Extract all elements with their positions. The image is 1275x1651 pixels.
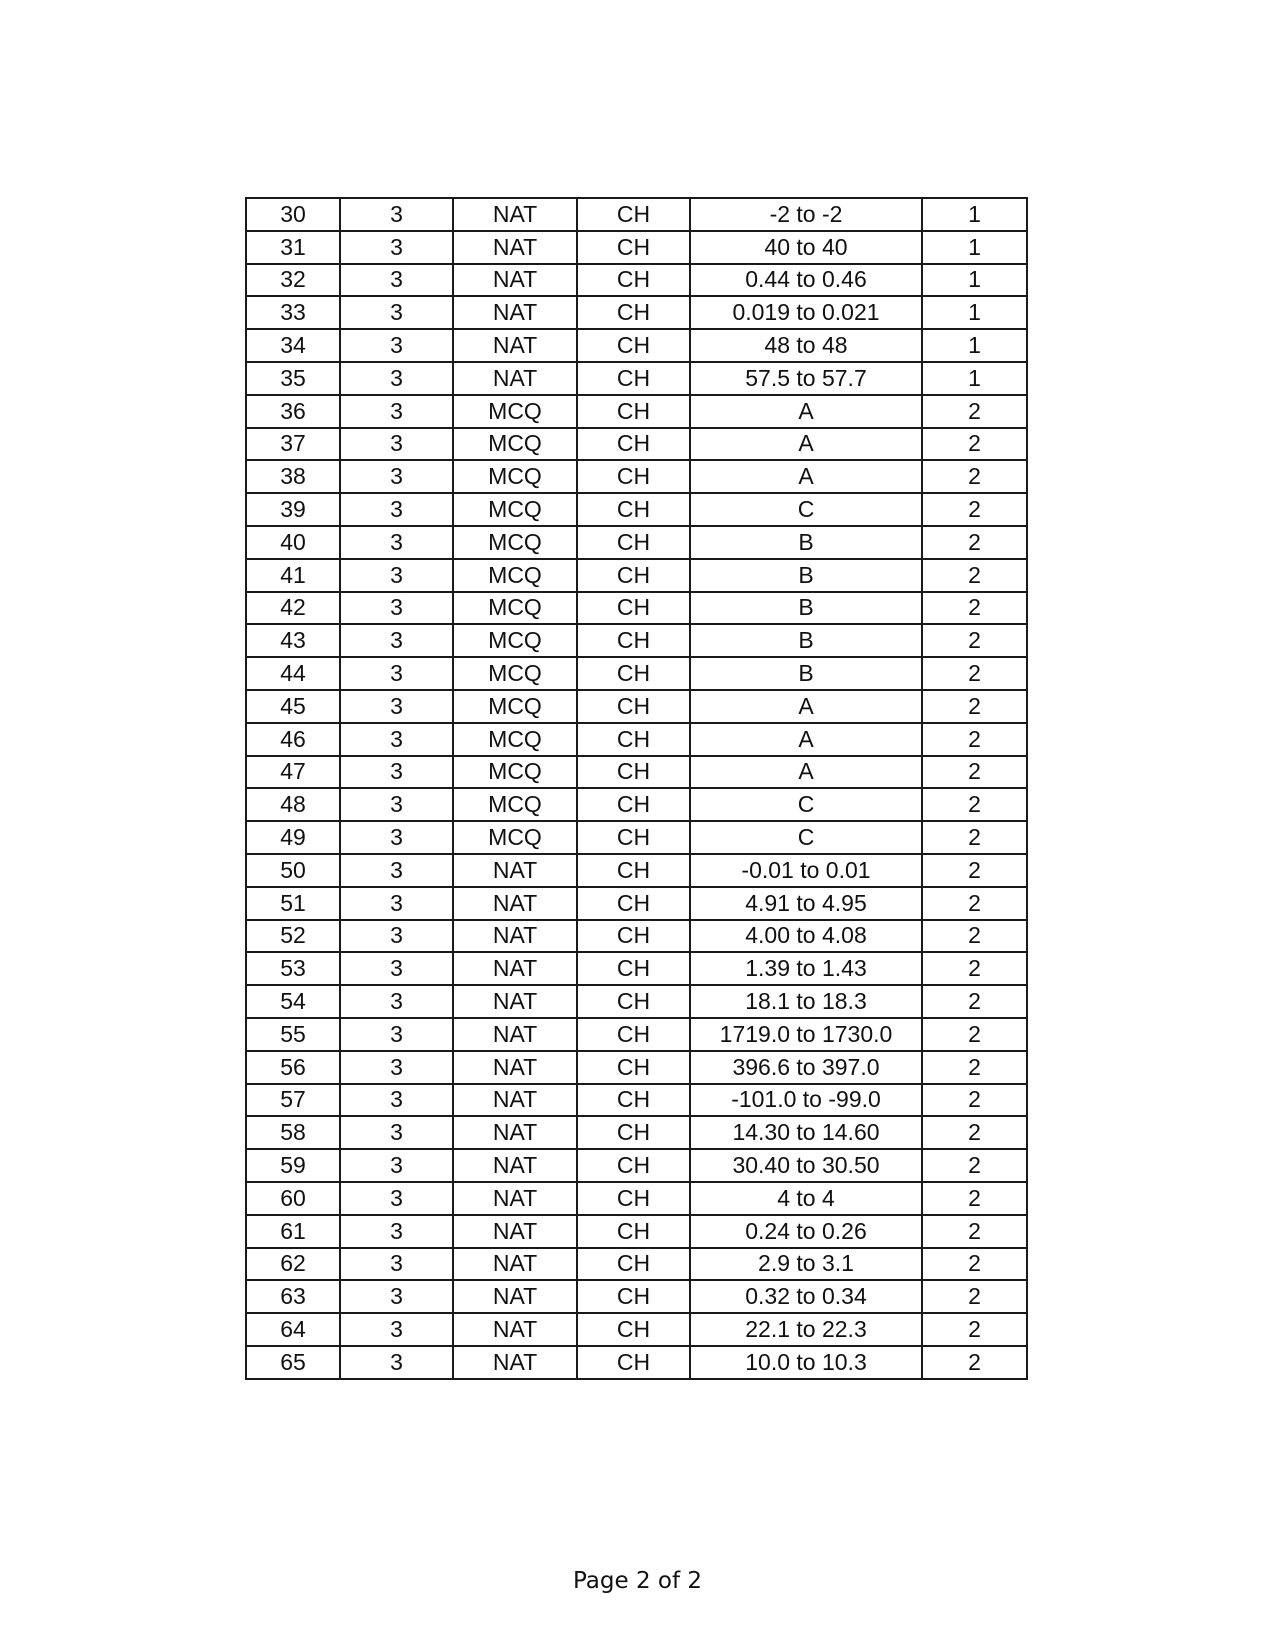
question-number-cell: 56 — [246, 1051, 340, 1084]
subject-cell: CH — [577, 460, 690, 493]
section-cell: 3 — [340, 1215, 453, 1248]
table-row — [246, 1149, 1027, 1182]
section-cell: 3 — [340, 821, 453, 854]
page-number: Page 2 of 2 — [572, 1568, 703, 1594]
question-type-cell: MCQ — [453, 559, 577, 592]
section-cell: 3 — [340, 493, 453, 526]
table-row — [246, 952, 1027, 985]
subject-cell: CH — [577, 821, 690, 854]
subject-cell: CH — [577, 231, 690, 264]
table-row — [246, 329, 1027, 362]
answer-key-cell: 1.39 to 1.43 — [690, 952, 922, 985]
marks-cell: 2 — [922, 788, 1027, 821]
table-row — [246, 624, 1027, 657]
table-row — [246, 756, 1027, 789]
answer-key-cell: 4.91 to 4.95 — [690, 887, 922, 920]
table-row — [246, 854, 1027, 887]
answer-key-cell: -2 to -2 — [690, 198, 922, 231]
subject-cell: CH — [577, 723, 690, 756]
marks-cell: 1 — [922, 296, 1027, 329]
section-cell: 3 — [340, 985, 453, 1018]
question-number-cell: 32 — [246, 264, 340, 297]
marks-cell: 2 — [922, 756, 1027, 789]
marks-cell: 2 — [922, 460, 1027, 493]
answer-key-cell: B — [690, 624, 922, 657]
table-row — [246, 887, 1027, 920]
subject-cell: CH — [577, 788, 690, 821]
marks-cell: 1 — [922, 264, 1027, 297]
question-number-cell: 42 — [246, 592, 340, 625]
table-row — [246, 428, 1027, 461]
question-type-cell: NAT — [453, 1215, 577, 1248]
table-row — [246, 690, 1027, 723]
question-type-cell: NAT — [453, 1248, 577, 1281]
table-row — [246, 198, 1027, 231]
marks-cell: 2 — [922, 493, 1027, 526]
question-type-cell: NAT — [453, 1280, 577, 1313]
table-row — [246, 526, 1027, 559]
answer-key-cell: -101.0 to -99.0 — [690, 1084, 922, 1117]
marks-cell: 2 — [922, 920, 1027, 953]
subject-cell: CH — [577, 1313, 690, 1346]
subject-cell: CH — [577, 264, 690, 297]
answer-key-cell: 4.00 to 4.08 — [690, 920, 922, 953]
question-number-cell: 39 — [246, 493, 340, 526]
answer-key-cell: 22.1 to 22.3 — [690, 1313, 922, 1346]
section-cell: 3 — [340, 1346, 453, 1379]
marks-cell: 2 — [922, 985, 1027, 1018]
table-row — [246, 788, 1027, 821]
question-number-cell: 50 — [246, 854, 340, 887]
section-cell: 3 — [340, 756, 453, 789]
question-number-cell: 31 — [246, 231, 340, 264]
answer-key-cell: 40 to 40 — [690, 231, 922, 264]
table-row — [246, 657, 1027, 690]
answer-key-cell: A — [690, 395, 922, 428]
answer-key-cell: C — [690, 788, 922, 821]
table-row — [246, 920, 1027, 953]
section-cell: 3 — [340, 854, 453, 887]
question-number-cell: 51 — [246, 887, 340, 920]
question-number-cell: 53 — [246, 952, 340, 985]
answer-key-cell: A — [690, 690, 922, 723]
marks-cell: 2 — [922, 526, 1027, 559]
question-type-cell: NAT — [453, 854, 577, 887]
section-cell: 3 — [340, 1313, 453, 1346]
question-number-cell: 62 — [246, 1248, 340, 1281]
subject-cell: CH — [577, 690, 690, 723]
question-number-cell: 33 — [246, 296, 340, 329]
answer-key-cell: C — [690, 493, 922, 526]
question-type-cell: NAT — [453, 887, 577, 920]
subject-cell: CH — [577, 1084, 690, 1117]
question-number-cell: 58 — [246, 1116, 340, 1149]
section-cell: 3 — [340, 1051, 453, 1084]
question-type-cell: NAT — [453, 1149, 577, 1182]
question-number-cell: 46 — [246, 723, 340, 756]
subject-cell: CH — [577, 1248, 690, 1281]
question-number-cell: 54 — [246, 985, 340, 1018]
subject-cell: CH — [577, 296, 690, 329]
marks-cell: 2 — [922, 690, 1027, 723]
section-cell: 3 — [340, 395, 453, 428]
question-type-cell: MCQ — [453, 395, 577, 428]
question-type-cell: MCQ — [453, 493, 577, 526]
section-cell: 3 — [340, 559, 453, 592]
marks-cell: 2 — [922, 723, 1027, 756]
question-type-cell: NAT — [453, 1051, 577, 1084]
question-type-cell: NAT — [453, 1018, 577, 1051]
section-cell: 3 — [340, 887, 453, 920]
section-cell: 3 — [340, 264, 453, 297]
section-cell: 3 — [340, 624, 453, 657]
table-row — [246, 1018, 1027, 1051]
table-row — [246, 1313, 1027, 1346]
section-cell: 3 — [340, 460, 453, 493]
subject-cell: CH — [577, 1018, 690, 1051]
question-number-cell: 30 — [246, 198, 340, 231]
answer-key-cell: 57.5 to 57.7 — [690, 362, 922, 395]
section-cell: 3 — [340, 920, 453, 953]
subject-cell: CH — [577, 362, 690, 395]
answer-key-cell: 0.44 to 0.46 — [690, 264, 922, 297]
answer-key-cell: 0.32 to 0.34 — [690, 1280, 922, 1313]
answer-key-cell: A — [690, 756, 922, 789]
question-number-cell: 43 — [246, 624, 340, 657]
question-type-cell: MCQ — [453, 756, 577, 789]
table-row — [246, 395, 1027, 428]
question-type-cell: NAT — [453, 985, 577, 1018]
answer-key-cell: 2.9 to 3.1 — [690, 1248, 922, 1281]
subject-cell: CH — [577, 1346, 690, 1379]
section-cell: 3 — [340, 1248, 453, 1281]
question-type-cell: MCQ — [453, 428, 577, 461]
table-row — [246, 1280, 1027, 1313]
subject-cell: CH — [577, 854, 690, 887]
question-type-cell: MCQ — [453, 821, 577, 854]
section-cell: 3 — [340, 231, 453, 264]
answer-key-cell: -0.01 to 0.01 — [690, 854, 922, 887]
marks-cell: 2 — [922, 1018, 1027, 1051]
subject-cell: CH — [577, 559, 690, 592]
section-cell: 3 — [340, 1280, 453, 1313]
section-cell: 3 — [340, 362, 453, 395]
question-type-cell: NAT — [453, 198, 577, 231]
question-type-cell: MCQ — [453, 788, 577, 821]
subject-cell: CH — [577, 887, 690, 920]
subject-cell: CH — [577, 395, 690, 428]
question-number-cell: 65 — [246, 1346, 340, 1379]
section-cell: 3 — [340, 1116, 453, 1149]
subject-cell: CH — [577, 756, 690, 789]
marks-cell: 2 — [922, 1313, 1027, 1346]
section-cell: 3 — [340, 198, 453, 231]
answer-key-cell: A — [690, 460, 922, 493]
question-number-cell: 34 — [246, 329, 340, 362]
marks-cell: 2 — [922, 592, 1027, 625]
marks-cell: 2 — [922, 887, 1027, 920]
answer-key-cell: A — [690, 723, 922, 756]
section-cell: 3 — [340, 657, 453, 690]
subject-cell: CH — [577, 1149, 690, 1182]
table-row — [246, 493, 1027, 526]
marks-cell: 2 — [922, 952, 1027, 985]
answer-key-cell: 1719.0 to 1730.0 — [690, 1018, 922, 1051]
subject-cell: CH — [577, 198, 690, 231]
marks-cell: 2 — [922, 624, 1027, 657]
answer-key-cell: 396.6 to 397.0 — [690, 1051, 922, 1084]
question-type-cell: NAT — [453, 1182, 577, 1215]
table-row — [246, 592, 1027, 625]
section-cell: 3 — [340, 788, 453, 821]
question-type-cell: NAT — [453, 264, 577, 297]
marks-cell: 2 — [922, 657, 1027, 690]
answer-key-table-body — [246, 198, 1027, 1379]
question-number-cell: 48 — [246, 788, 340, 821]
answer-key-cell: B — [690, 592, 922, 625]
marks-cell: 2 — [922, 1215, 1027, 1248]
answer-key-cell: 4 to 4 — [690, 1182, 922, 1215]
table-row — [246, 1116, 1027, 1149]
marks-cell: 2 — [922, 854, 1027, 887]
marks-cell: 1 — [922, 231, 1027, 264]
subject-cell: CH — [577, 1182, 690, 1215]
question-type-cell: MCQ — [453, 723, 577, 756]
marks-cell: 2 — [922, 1182, 1027, 1215]
answer-key-cell: 48 to 48 — [690, 329, 922, 362]
answer-key-cell: B — [690, 526, 922, 559]
subject-cell: CH — [577, 526, 690, 559]
question-type-cell: MCQ — [453, 657, 577, 690]
question-type-cell: NAT — [453, 296, 577, 329]
marks-cell: 2 — [922, 1346, 1027, 1379]
section-cell: 3 — [340, 952, 453, 985]
question-number-cell: 41 — [246, 559, 340, 592]
table-row — [246, 1346, 1027, 1379]
marks-cell: 2 — [922, 395, 1027, 428]
table-row — [246, 821, 1027, 854]
answer-key-cell: 10.0 to 10.3 — [690, 1346, 922, 1379]
subject-cell: CH — [577, 952, 690, 985]
question-type-cell: NAT — [453, 362, 577, 395]
question-type-cell: NAT — [453, 1313, 577, 1346]
answer-key-cell: 30.40 to 30.50 — [690, 1149, 922, 1182]
section-cell: 3 — [340, 1018, 453, 1051]
question-type-cell: NAT — [453, 1116, 577, 1149]
question-number-cell: 35 — [246, 362, 340, 395]
question-number-cell: 64 — [246, 1313, 340, 1346]
question-number-cell: 45 — [246, 690, 340, 723]
table-row — [246, 559, 1027, 592]
question-type-cell: NAT — [453, 329, 577, 362]
marks-cell: 2 — [922, 1248, 1027, 1281]
question-number-cell: 49 — [246, 821, 340, 854]
question-number-cell: 61 — [246, 1215, 340, 1248]
table-row — [246, 231, 1027, 264]
section-cell: 3 — [340, 526, 453, 559]
subject-cell: CH — [577, 592, 690, 625]
question-type-cell: NAT — [453, 1084, 577, 1117]
subject-cell: CH — [577, 985, 690, 1018]
section-cell: 3 — [340, 329, 453, 362]
question-type-cell: MCQ — [453, 690, 577, 723]
question-type-cell: MCQ — [453, 624, 577, 657]
question-number-cell: 47 — [246, 756, 340, 789]
table-row — [246, 1051, 1027, 1084]
section-cell: 3 — [340, 1182, 453, 1215]
marks-cell: 2 — [922, 1051, 1027, 1084]
table-row — [246, 1084, 1027, 1117]
answer-key-cell: B — [690, 559, 922, 592]
table-row — [246, 723, 1027, 756]
answer-key-cell: A — [690, 428, 922, 461]
marks-cell: 2 — [922, 559, 1027, 592]
subject-cell: CH — [577, 624, 690, 657]
question-type-cell: MCQ — [453, 460, 577, 493]
marks-cell: 2 — [922, 1280, 1027, 1313]
answer-key-cell: C — [690, 821, 922, 854]
subject-cell: CH — [577, 657, 690, 690]
question-number-cell: 60 — [246, 1182, 340, 1215]
question-number-cell: 38 — [246, 460, 340, 493]
section-cell: 3 — [340, 1149, 453, 1182]
question-number-cell: 40 — [246, 526, 340, 559]
section-cell: 3 — [340, 690, 453, 723]
table-row — [246, 296, 1027, 329]
table-row — [246, 460, 1027, 493]
table-row — [246, 1248, 1027, 1281]
marks-cell: 2 — [922, 1084, 1027, 1117]
table-row — [246, 1182, 1027, 1215]
answer-key-cell: 14.30 to 14.60 — [690, 1116, 922, 1149]
marks-cell: 1 — [922, 198, 1027, 231]
marks-cell: 2 — [922, 1149, 1027, 1182]
question-type-cell: NAT — [453, 952, 577, 985]
question-number-cell: 44 — [246, 657, 340, 690]
subject-cell: CH — [577, 920, 690, 953]
subject-cell: CH — [577, 1280, 690, 1313]
question-number-cell: 57 — [246, 1084, 340, 1117]
subject-cell: CH — [577, 1116, 690, 1149]
answer-key-table — [245, 197, 1028, 1380]
question-type-cell: NAT — [453, 231, 577, 264]
question-type-cell: NAT — [453, 1346, 577, 1379]
question-number-cell: 36 — [246, 395, 340, 428]
question-type-cell: MCQ — [453, 592, 577, 625]
section-cell: 3 — [340, 723, 453, 756]
question-type-cell: MCQ — [453, 526, 577, 559]
marks-cell: 1 — [922, 362, 1027, 395]
answer-key-cell: 0.019 to 0.021 — [690, 296, 922, 329]
subject-cell: CH — [577, 1215, 690, 1248]
section-cell: 3 — [340, 428, 453, 461]
subject-cell: CH — [577, 1051, 690, 1084]
answer-key-cell: 0.24 to 0.26 — [690, 1215, 922, 1248]
table-row — [246, 264, 1027, 297]
answer-key-cell: 18.1 to 18.3 — [690, 985, 922, 1018]
question-number-cell: 52 — [246, 920, 340, 953]
section-cell: 3 — [340, 1084, 453, 1117]
table-row — [246, 1215, 1027, 1248]
question-type-cell: NAT — [453, 920, 577, 953]
question-number-cell: 59 — [246, 1149, 340, 1182]
marks-cell: 2 — [922, 428, 1027, 461]
marks-cell: 1 — [922, 329, 1027, 362]
subject-cell: CH — [577, 329, 690, 362]
marks-cell: 2 — [922, 1116, 1027, 1149]
section-cell: 3 — [340, 296, 453, 329]
question-number-cell: 55 — [246, 1018, 340, 1051]
marks-cell: 2 — [922, 821, 1027, 854]
question-number-cell: 37 — [246, 428, 340, 461]
table-row — [246, 362, 1027, 395]
table-row — [246, 985, 1027, 1018]
subject-cell: CH — [577, 493, 690, 526]
section-cell: 3 — [340, 592, 453, 625]
question-number-cell: 63 — [246, 1280, 340, 1313]
subject-cell: CH — [577, 428, 690, 461]
answer-key-cell: B — [690, 657, 922, 690]
